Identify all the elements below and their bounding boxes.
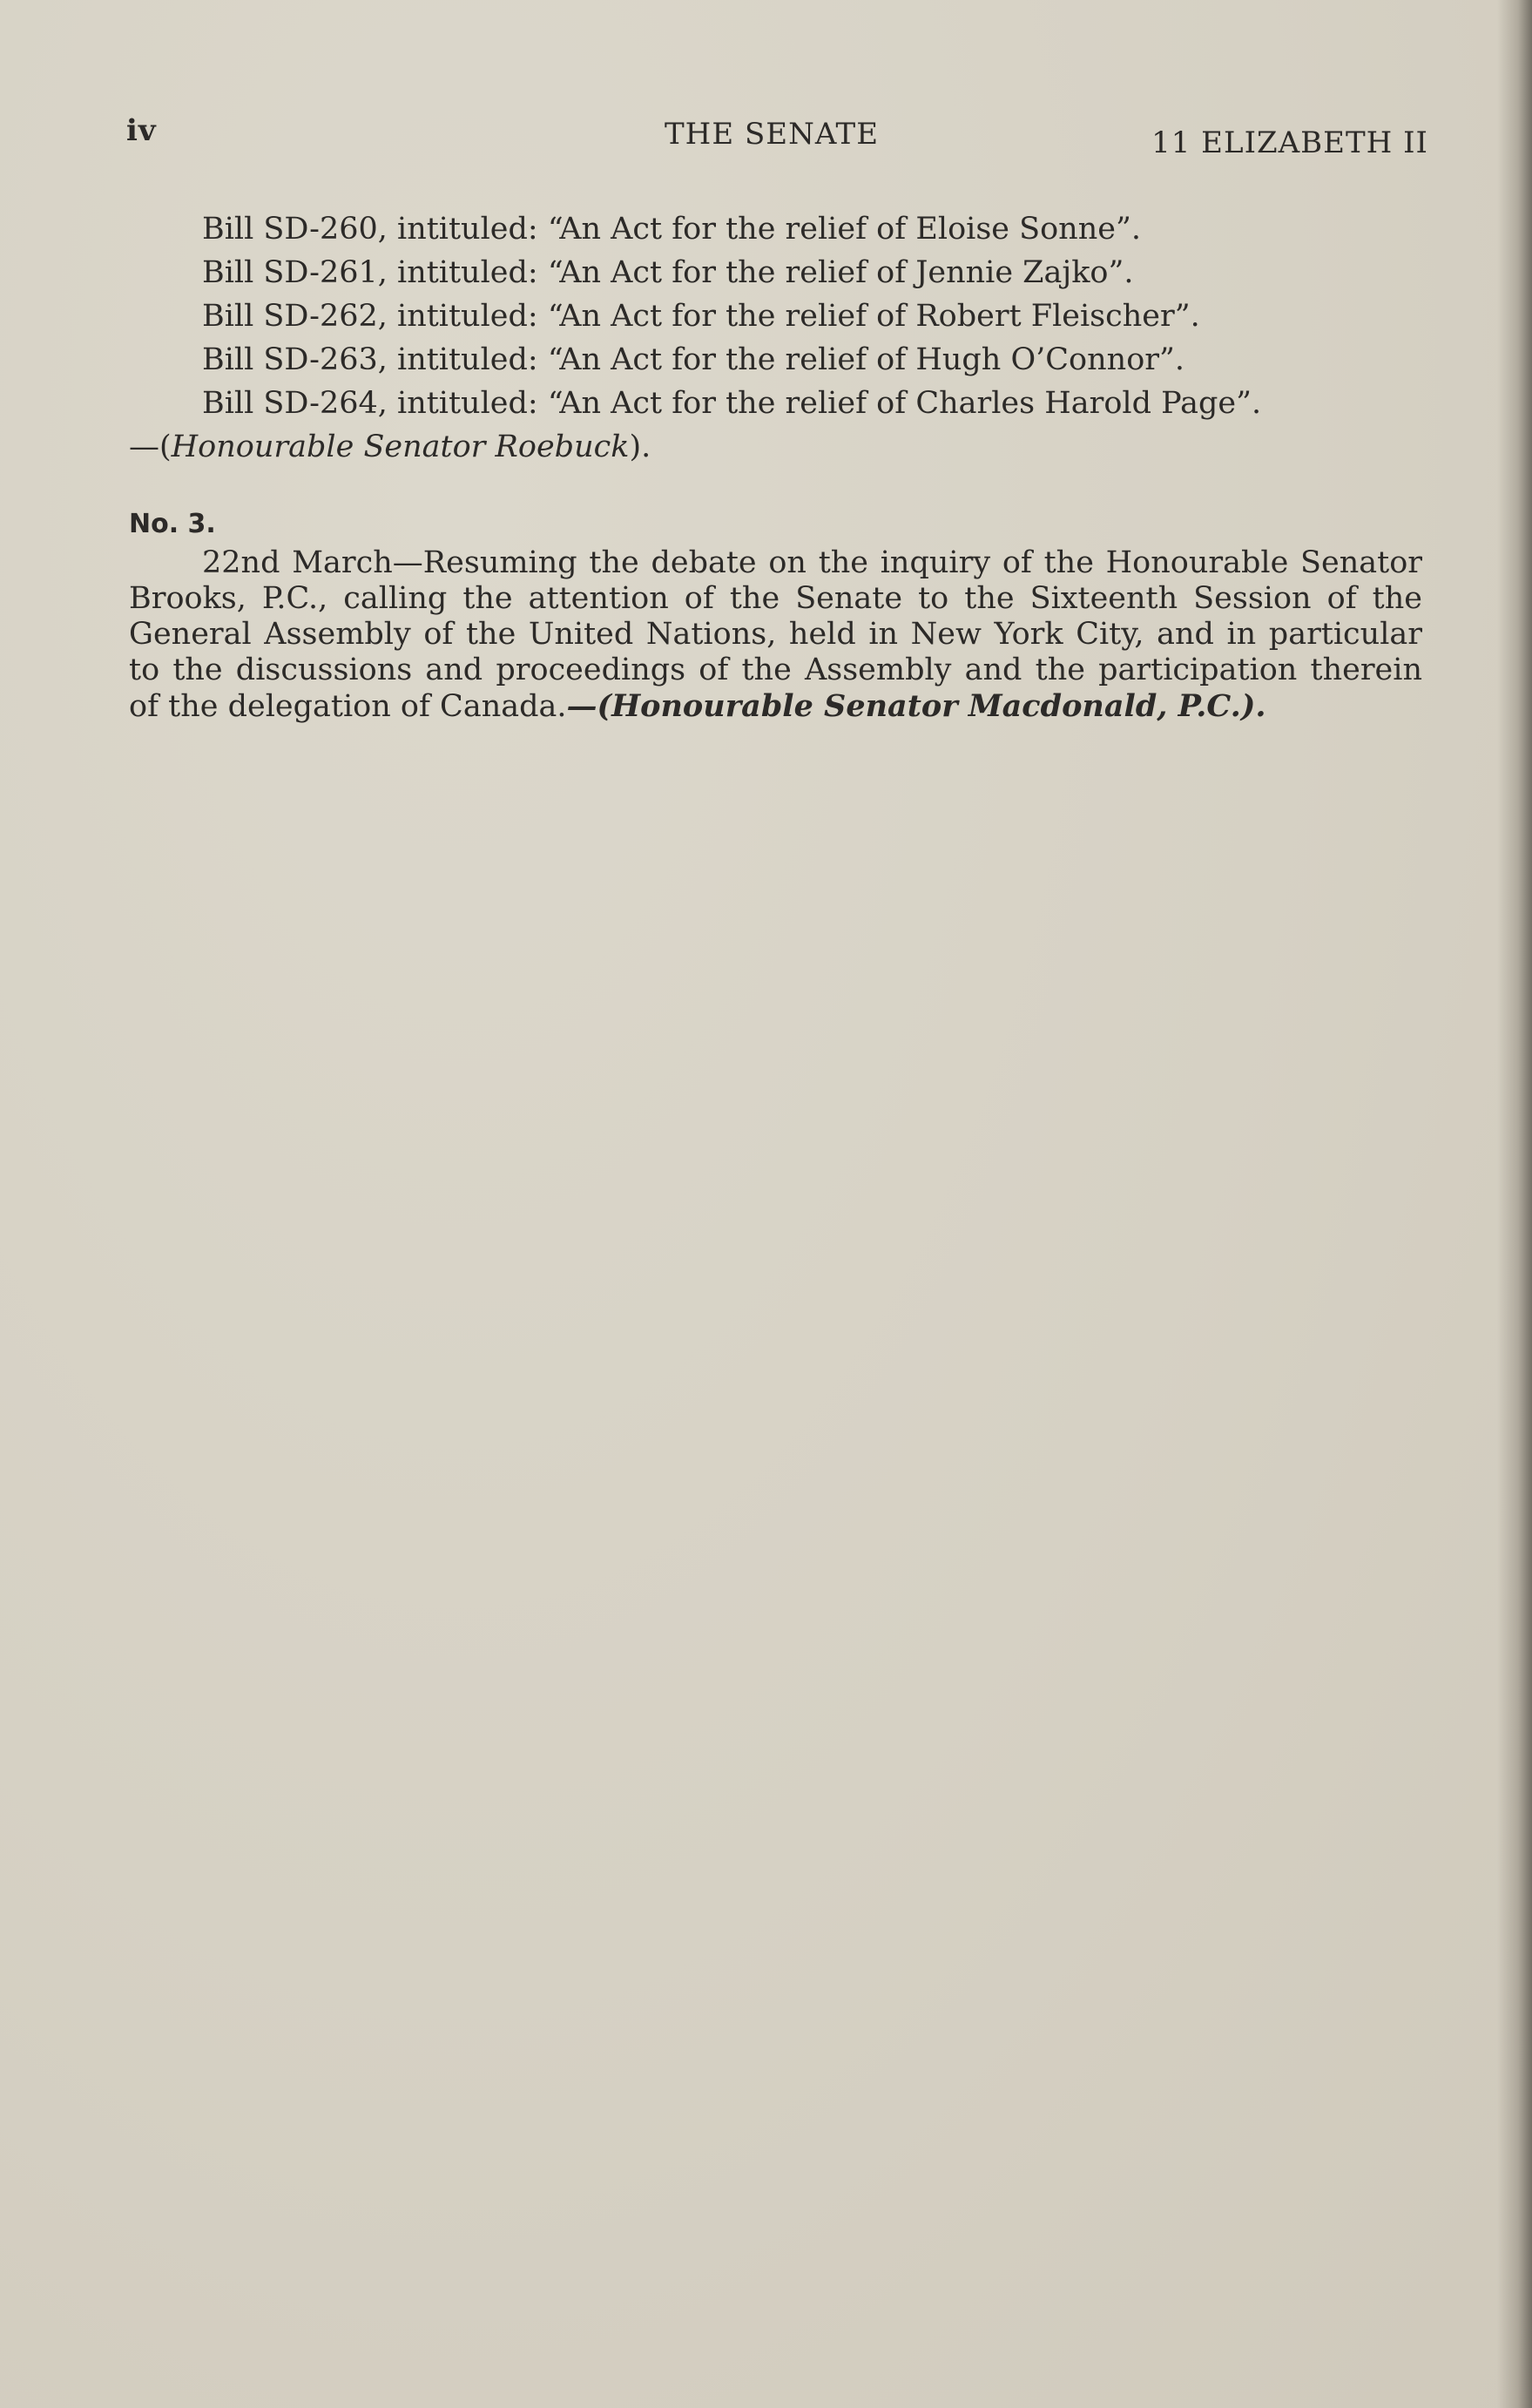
running-header (126, 113, 1428, 160)
regnal-year: 11 ELIZABETH II (1151, 125, 1428, 160)
item-paragraph (129, 545, 1422, 725)
item-text: 22nd March—Resuming the debate on the inquiry of the Honourable Senator Brooks, P.C., calling the attention of the Senate to the Sixteenth Session of the General Assembly of the United Nations, held in New York City, and in particular to the discussions and proceedings of the Assembly and the participation therein of the delegation of Canada. (129, 545, 1422, 724)
bills-attribution (129, 425, 1422, 469)
item-attribution-name: Honourable Senator Macdonald, P.C. (611, 688, 1241, 724)
item-attribution-close: ). (1240, 688, 1266, 724)
item-number: No. 3. (129, 509, 216, 539)
page-edge-shadow (1497, 0, 1532, 2408)
running-title: THE SENATE (665, 117, 880, 152)
bill-entry: Bill SD-264, intituled: “An Act for the relief of Charles Harold Page”. (202, 386, 1262, 421)
attribution-suffix: ). (629, 430, 651, 464)
bill-entry: Bill SD-261, intituled: “An Act for the relief of Jennie Zajko”. (202, 255, 1134, 290)
bill-entry: Bill SD-263, intituled: “An Act for the relief of Hugh O’Connor”. (202, 342, 1185, 377)
attribution-name: Honourable Senator Roebuck (171, 430, 630, 464)
page-content (129, 207, 1422, 725)
page-number: iv (126, 113, 157, 148)
item-attribution-open: —( (566, 688, 612, 724)
attribution-prefix: —( (129, 430, 172, 464)
bill-entry: Bill SD-260, intituled: “An Act for the relief of Eloise Sonne”. (202, 212, 1141, 247)
bill-entry: Bill SD-262, intituled: “An Act for the relief of Robert Fleischer”. (202, 299, 1200, 334)
